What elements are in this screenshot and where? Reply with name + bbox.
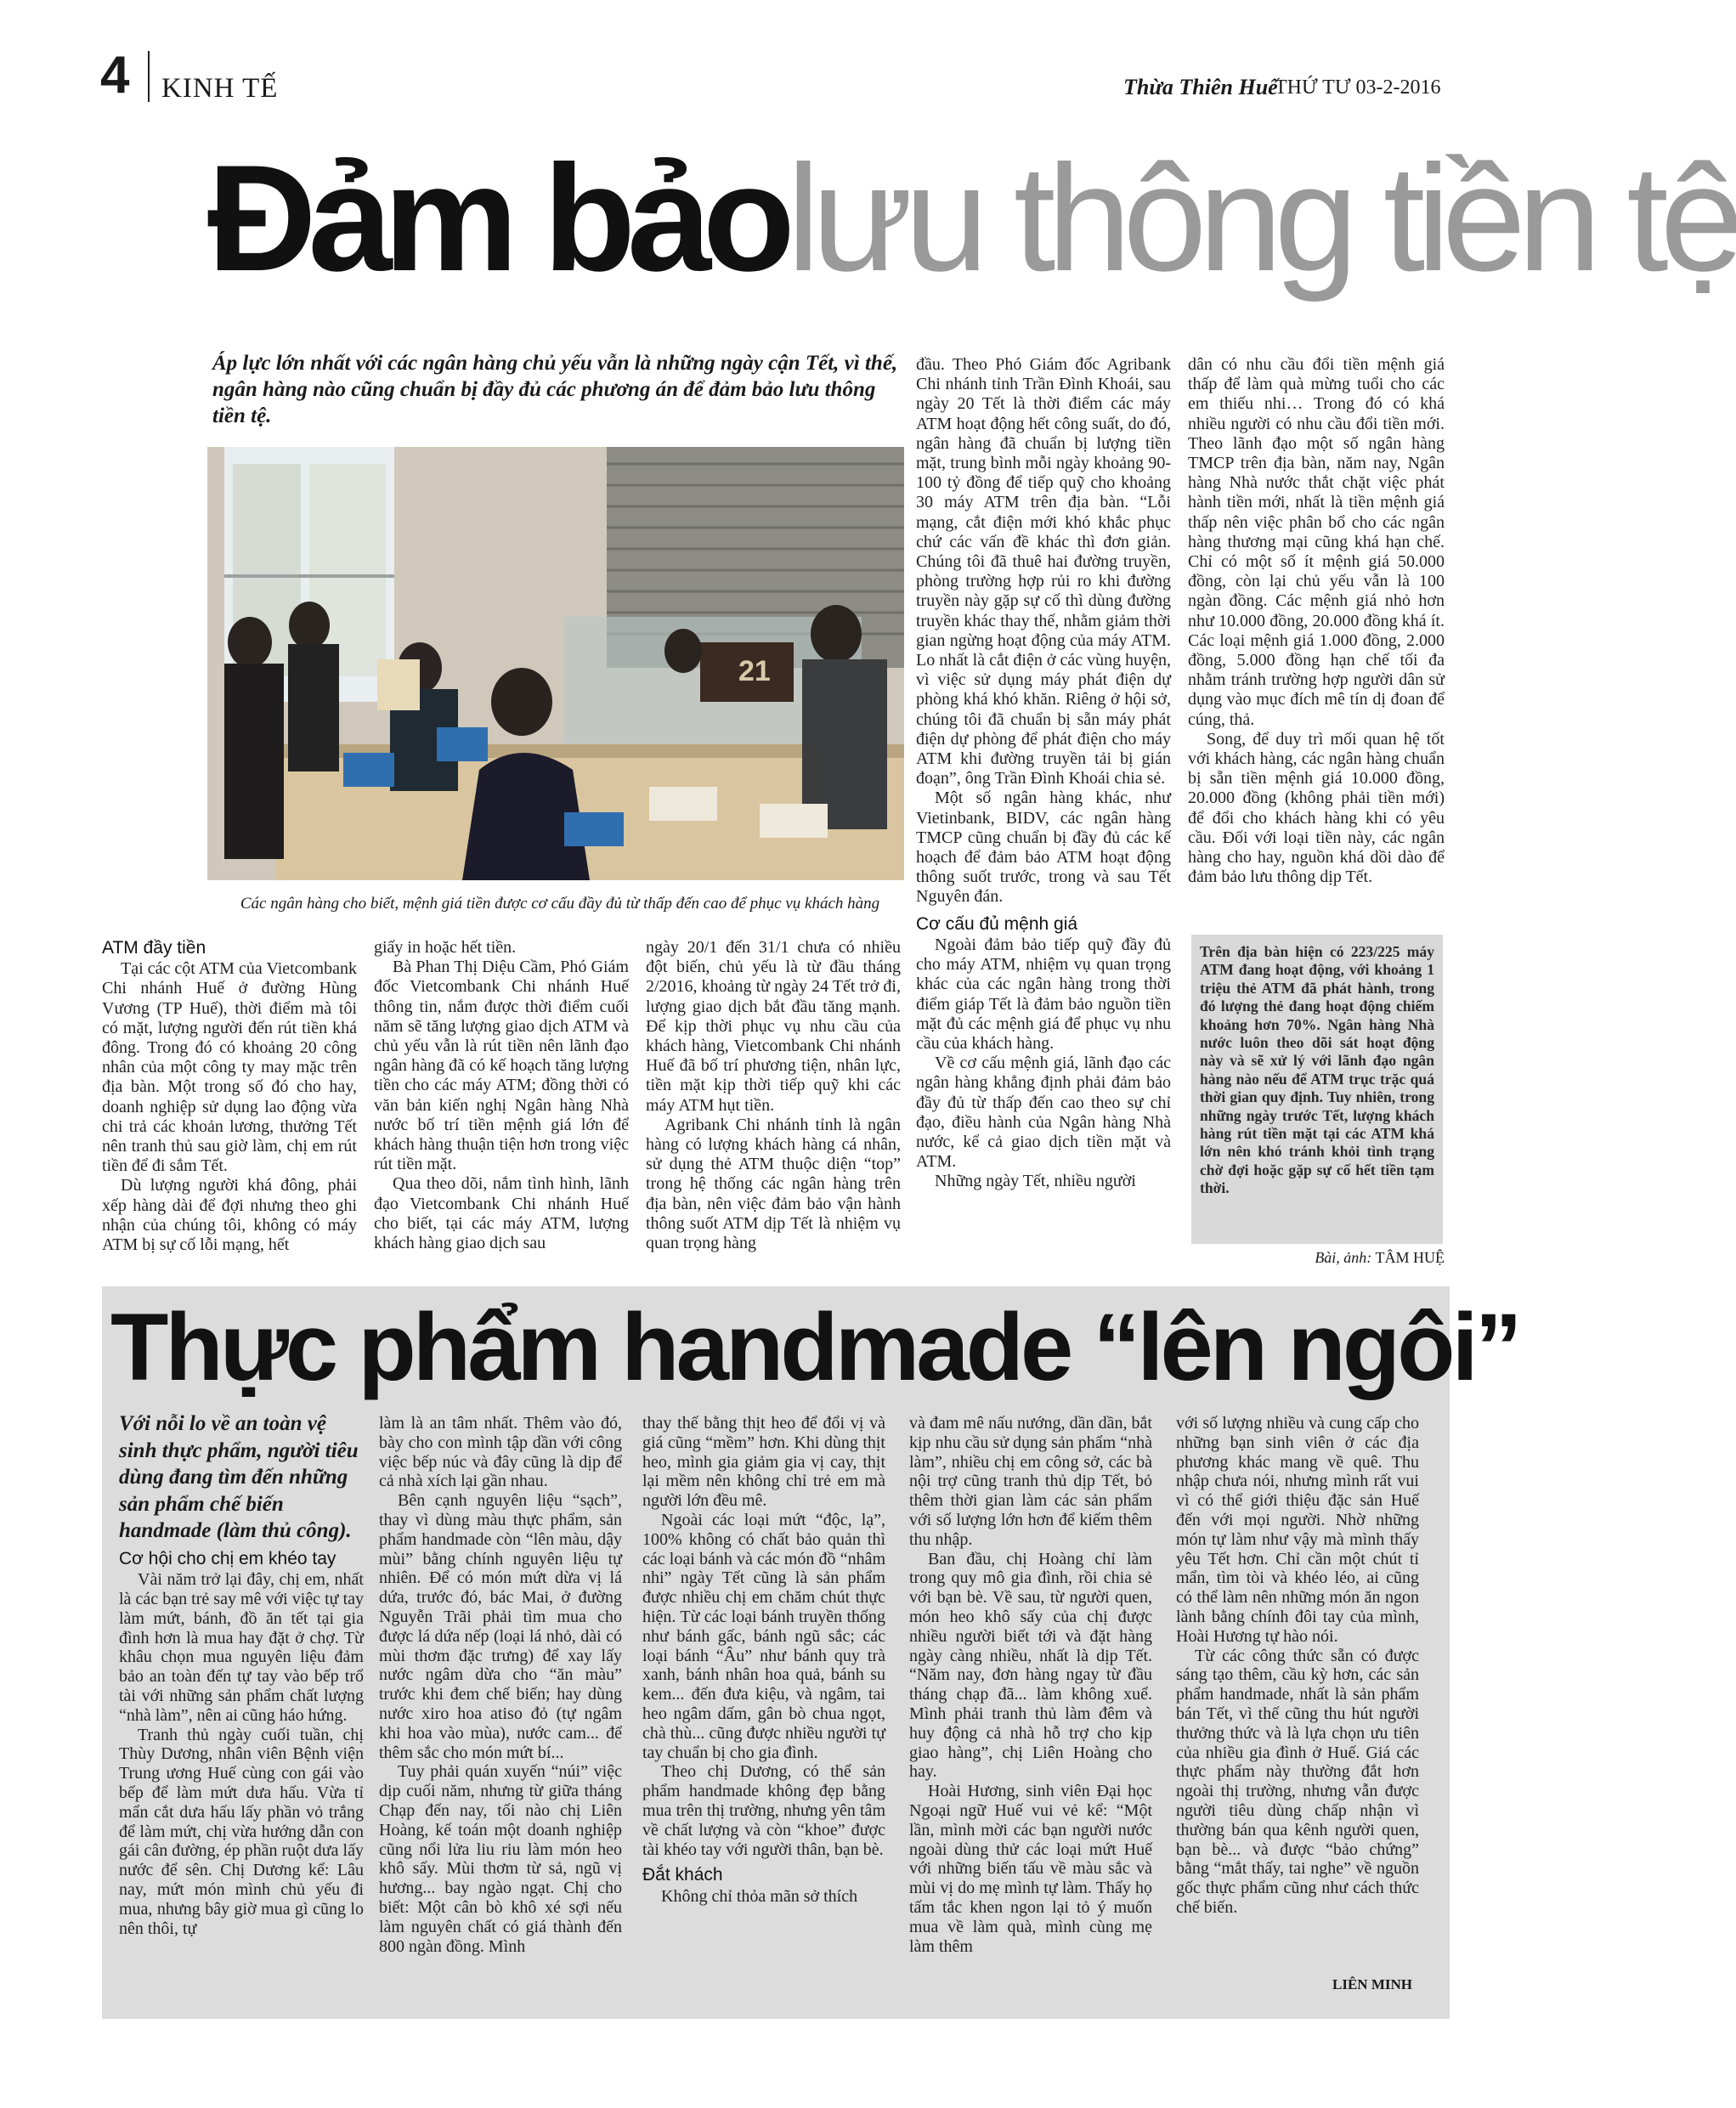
paragraph: Vài năm trở lại đây, chị em, nhất là các bạn trẻ say mê với việc tự tay làm mứt, bánh, đồ ăn tết tại gia đình hơn là mua hay đặt ở chợ. Từ khâu chọn mua nguyên liệu đảm bảo an toàn đến tự tay vào bếp trổ tài với những sản phẩm chất lượng “nhà làm”, nên ai cũng háo hứng. (119, 1570, 364, 1725)
section-name: KINH TẾ (161, 73, 279, 104)
paragraph: Tuy phải quán xuyến “núi” việc dịp cuối năm, nhưng từ giữa tháng Chạp đến nay, tối nào chị Liên Hoàng, kế toán một doanh nghiệp cũng nổi lửa liu riu làm món heo khô sấy. Mùi thơm từ sả, ngũ vị hương... bay ngào ngạt. Chị cho biết: Một cân bò khô xé sợi nếu làm nguyên chất có giá thành đến 800 ngàn đồng. Mình (379, 1762, 622, 1956)
article2-column-5 (1176, 1414, 1419, 1918)
paragraph: Agribank Chi nhánh tỉnh là ngân hàng có lượng khách hàng cá nhân, sử dụng thẻ ATM thuộc diện “top” trong hệ thống các ngân hàng trên địa bàn, nên việc đảm bảo vận hành thông suốt ATM dịp Tết là nhiệm vụ quan trọng hàng (646, 1115, 901, 1253)
paragraph: Tại các cột ATM của Vietcombank Chi nhánh Huế ở đường Hùng Vương (TP Huế), thời điểm mà tôi có mặt, lượng người đến rút tiền khá đông. Trong đó có khoảng 20 công nhân của một công ty may mặc trên địa bàn. Một trong số đó cho hay, doanh nghiệp sử dụng lao động vừa chi trả các khoản lương, thưởng Tết nên tranh thủ sau giờ làm, chị em rút tiền để đi sắm Tết. (102, 959, 357, 1176)
paragraph: Song, để duy trì mối quan hệ tốt với khách hàng, các ngân hàng chuẩn bị sẵn tiền mệnh giá 10.000 đồng, 20.000 đồng (không phải tiền mới) để đổi cho khách hàng khi có yêu cầu. Đối với loại tiền này, các ngân hàng cho hay, nguồn khá dồi dào để đảm bảo lưu thông dịp Tết. (1188, 729, 1445, 887)
paragraph: Một số ngân hàng khác, như Vietinbank, BIDV, các ngân hàng TMCP cũng chuẩn bị đầy đủ các kế hoạch để đảm bảo ATM hoạt động thông suốt trước, trong và sau Tết Nguyên đán. (916, 788, 1171, 907)
headline-dark-part: Đảm bảo (207, 133, 787, 302)
info-box-text: Trên địa bàn hiện có 223/225 máy ATM đang hoạt động, với khoảng 1 triệu thẻ ATM đã phát hành, trong đó lượng thẻ đang hoạt động chiếm khoảng hơn 70%. Ngân hàng Nhà nước luôn theo dõi sát hoạt động này và sẽ xử lý với lãnh đạo ngân hàng nào nếu để ATM trục trặc quá thời gian quy định. Tuy nhiên, trong những ngày trước Tết, lượng khách hàng rút tiền mặt tại các ATM khá lớn nên khó tránh khỏi tình trạng chờ đợi hoặc gặp sự cố hết tiền tạm thời. (1200, 943, 1434, 1197)
photo-counter-sign: 21 (738, 655, 771, 687)
paragraph: Hoài Hương, sinh viên Đại học Ngoại ngữ Huế vui vẻ kể: “Một lần, mình mời các bạn người nước ngoài dùng thử các loại mứt Huế với những biến tấu về màu sắc và mùi vị do mẹ mình tự làm. Thấy họ tấm tắc khen ngon lại tỏ ý muốn mua về làm quà, mình cùng mẹ làm thêm (909, 1782, 1152, 1956)
paragraph: Bên cạnh nguyên liệu “sạch”, thay vì dùng màu thực phẩm, sản phẩm handmade còn “lên màu, dậy mùi” bằng chính nguyên liệu tự nhiên. Để có món mứt dừa vị lá dứa, trước đó, bác Mai, ở đường Nguyễn Trãi phải tìm mua cho được lá dứa nếp (loại lá nhỏ, dài có mùi thơm đặc trưng) để xay lấy nước ngâm dừa cho “ăn màu” trước khi đem chế biến; hay dùng nước xiro hoa atiso đỏ (tự ngâm khi hoa vào mùa), nước cam... để thêm sắc cho món mứt bí... (379, 1491, 622, 1762)
publication-name: Thừa Thiên Huế (1123, 75, 1278, 99)
subheading-opportunity: Cơ hội cho chị em khéo tay (119, 1548, 336, 1568)
headline-light-part: lưu thông tiền tệ (786, 133, 1736, 302)
paragraph: đầu. Theo Phó Giám đốc Agribank Chi nhánh tỉnh Trần Đình Khoái, sau ngày 20 Tết là thời điểm các máy ATM hoạt động hết công suất, do đó, ngân hàng đã chuẩn bị lượng tiền mặt, trung bình mỗi ngày khoảng 90-100 tỷ đồng để tiếp quỹ cho khoảng 30 máy ATM trên địa bàn. “Lỗi mạng, cắt điện mới khó khắc phục chứ các vấn đề khác thì đơn giản. Chúng tôi đã thuê hai đường truyền, phòng trường hợp rủi ro khi đường truyền này gặp sự cố thì dùng đường truyền khác thay thế, nhằm giảm thời gian ngừng hoạt động của máy ATM. Lo nhất là cắt điện ở các vùng huyện, vì việc sử dụng máy phát điện dự phòng khá khó khăn. Riêng ở hội sở, chúng tôi đã chuẩn bị sẵn máy phát điện dự phòng để phát điện cho máy ATM khi đường truyền tải bị gián đoạn”, ông Trần Đình Khoái chia sẻ. (916, 355, 1171, 788)
paragraph: Ngoài đảm bảo tiếp quỹ đầy đủ cho máy ATM, nhiệm vụ quan trọng khác của các ngân hàng trong thời điểm giáp Tết là đảm bảo nguồn tiền mặt đủ các mệnh giá để phục vụ nhu cầu của khách hàng. (916, 935, 1171, 1053)
article2-column-2 (379, 1414, 622, 1956)
paragraph: làm là an tâm nhất. Thêm vào đó, bày cho con mình tập dần với công việc bếp núc và đây cũng là dịp để cả nhà xích lại gần nhau. (379, 1414, 622, 1491)
paragraph: Về cơ cấu mệnh giá, lãnh đạo các ngân hàng khẳng định phải đảm bảo đầy đủ từ thấp đến cao theo sự chỉ đạo, điều hành của Ngân hàng Nhà nước, kể cả giao dịch tiền mặt và ATM. (916, 1054, 1171, 1172)
article2-column-4 (909, 1414, 1152, 1956)
article1-headline (207, 133, 1736, 302)
paragraph: Bà Phan Thị Diệu Cầm, Phó Giám đốc Vietcombank Chi nhánh Huế thông tin, nắm được thời điểm cuối năm sẽ tăng lượng giao dịch ATM và chủ yếu vẫn là rút tiền nên lãnh đạo ngân hàng đã có kế hoạch tăng lượng tiền cho các máy ATM; đồng thời có văn bản kiến nghị Ngân hàng Nhà nước bố trí tiền mệnh giá lớn để khách hàng thuận tiện hơn trong việc rút tiền mặt. (374, 958, 629, 1174)
paragraph: Từ các công thức sẵn có được sáng tạo thêm, cầu kỳ hơn, các sản phẩm handmade, nhất là sản phẩm bán Tết, vì thế cũng thu hút người thưởng thức và là lựa chọn ưu tiên của nhiều gia đình ở Huế. Giá các thực phẩm này thường đắt hơn ngoài thị trường, nhưng vẫn được người tiêu dùng chấp nhận vì thường bán qua kênh người quen, bạn bè... và được “bảo chứng” bằng “mắt thấy, tai nghe” về nguồn gốc thực phẩm cũng như cách thức chế biến. (1176, 1646, 1419, 1917)
subheading-popular: Đắt khách (642, 1865, 723, 1885)
paragraph: giấy in hoặc hết tiền. (374, 938, 517, 957)
article2-lead: Với nỗi lo về an toàn vệ sinh thực phẩm, người tiêu dùng đang tìm đến những sản phẩm chế biến handmade (làm thủ công). (119, 1412, 359, 1542)
article2-byline: LIÊN MINH (1332, 1976, 1412, 1992)
subheading-atm: ATM đầy tiền (102, 938, 206, 958)
article2-headline: Thực phẩm handmade “lên ngôi” (110, 1294, 1519, 1400)
photo-caption: Các ngân hàng cho biết, mệnh giá tiền được cơ cấu đầy đủ từ thấp đến cao để phục vụ khách hàng (240, 895, 880, 913)
paragraph: Ngoài các loại mứt “độc, lạ”, 100% không có chất bảo quản thì các loại bánh và các món đồ “nhâm nhi” ngày Tết cũng là sản phẩm được nhiều chị em chăm chút thực hiện. Từ các loại bánh truyền thống như bánh gấc, bánh ngũ sắc; các loại bánh “Âu” như bánh quy trà xanh, bánh nhân hoa quả, bánh su kem... đến đưa kiệu, và ngâm, tai heo ngâm dấm, gân bò chua ngọt, chà thù... cũng được nhiều người tự tay chuẩn bị cho gia đình. (642, 1510, 885, 1762)
article1-column-5 (1188, 355, 1445, 887)
paragraph: với số lượng nhiều và cung cấp cho những bạn sinh viên ở các địa phương khác mang về quê. Thu nhập chưa nói, nhưng mình rất vui vì có thể giới thiệu đặc sản Huế đến với mọi người. Nhờ những món tự làm như vậy mà mình thấy yêu Tết hơn. Chỉ cần một chút tỉ mẩn, tìm tòi và khéo léo, ai cũng có thể làm nên những món ăn ngon lành bằng chính đôi tay của mình, Hoài Hương tự hào nói. (1176, 1414, 1419, 1646)
paragraph: Những ngày Tết, nhiều người (935, 1172, 1136, 1191)
issue-date: THỨ TƯ 03-2-2016 (1275, 76, 1441, 99)
byline-author: TÂM HUỆ (1375, 1249, 1445, 1266)
header-divider (148, 51, 150, 102)
article1-column-3 (646, 938, 901, 1253)
paragraph: dân có nhu cầu đổi tiền mệnh giá thấp để làm quà mừng tuổi cho các em thiếu nhi… Trong đó có khá nhiều người có nhu cầu đổi tiền mới. Theo lãnh đạo một số ngân hàng TMCP trên địa bàn, năm nay, Ngân hàng Nhà nước thắt chặt việc phát hành tiền mới, nhất là tiền mệnh giá thấp nên việc phân bổ cho các ngân hàng thương mại cũng khá hạn chế. Chỉ có một số ít mệnh giá 50.000 đồng, còn lại chủ yếu vẫn là 100 ngàn đồng. Các mệnh giá nhỏ hơn như 10.000 đồng, 20.000 đồng khá ít. Các loại mệnh giá 1.000 đồng, 2.000 đồng, 5.000 đồng hạn chế tối đa nhằm tránh trường hợp người dân sử dụng vào mục đích mê tín dị đoan để cúng, thả. (1188, 355, 1445, 729)
article1-photo (207, 447, 904, 880)
article2-column-1 (119, 1410, 364, 1938)
paragraph: Theo chị Dương, có thể sản phẩm handmade không đẹp bằng mua trên thị trường, nhưng yên tâm về chất lượng và còn “khoe” được tài khéo tay với người thân, bạn bè. (642, 1762, 885, 1859)
paragraph: thay thế bằng thịt heo để đổi vị và giá cũng “mềm” hơn. Khi dùng thịt heo, mình gia giảm gia vị cay, thịt lại mềm nên không chỉ trẻ em mà người lớn đều mê. (642, 1414, 885, 1511)
byline-label: Bài, ảnh: (1315, 1249, 1372, 1266)
subheading-denomination: Cơ cấu đủ mệnh giá (916, 913, 1078, 934)
article1-column-4 (916, 355, 1171, 1192)
article1-lead: Áp lực lớn nhất với các ngân hàng chủ yếu vẫn là những ngày cận Tết, vì thế, ngân hàng nào cũng chuẩn bị đầy đủ các phương án để đảm bảo lưu thông tiền tệ. (212, 352, 898, 427)
article1-byline (1207, 1249, 1445, 1267)
page-number: 4 (100, 46, 130, 105)
paragraph: Dù lượng người khá đông, phải xếp hàng dài để đợi nhưng theo ghi nhận của chúng tôi, không có máy ATM bị sự cố lỗi mạng, hết (102, 1176, 357, 1255)
article2-column-3 (642, 1414, 885, 1907)
article1-column-2 (374, 938, 629, 1253)
paragraph: Ban đầu, chị Hoàng chỉ làm trong quy mô gia đình, rồi chia sẻ với bạn bè. Về sau, từ người quen, món heo khô sấy của chị được nhiều người biết tới và đặt hàng ngày càng nhiều, nhất là dịp Tết. “Năm nay, đơn hàng ngay từ đầu tháng chạp đã... làm không xuể. Mình phải tranh thủ làm đêm và huy động cả nhà hỗ trợ cho kịp giao hàng”, chị Liên Hoàng cho hay. (909, 1549, 1152, 1782)
paragraph: Qua theo dõi, nắm tình hình, lãnh đạo Vietcombank Chi nhánh Huế cho biết, tại các máy ATM, lượng khách hàng giao dịch sau (374, 1174, 629, 1253)
paragraph: ngày 20/1 đến 31/1 chưa có nhiều đột biến, chủ yếu là từ đầu tháng 2/2016, khoảng từ ngày 24 Tết trở đi, lượng giao dịch bắt đầu tăng mạnh. Để kịp thời phục vụ nhu cầu của khách hàng, Vietcombank Chi nhánh Huế đã bố trí phương tiện, nhân lực, tiền mặt kịp thời tiếp quỹ khi các máy ATM hụt tiền. (646, 938, 901, 1115)
paragraph: Không chỉ thỏa mãn sở thích (661, 1887, 858, 1907)
article1-column-1 (102, 936, 357, 1255)
paragraph: và đam mê nấu nướng, dần dần, bắt kịp nhu cầu sử dụng sản phẩm “nhà làm”, nhiều chị em công sở, các bà nội trợ cũng tranh thủ dịp Tết, bỏ thêm thời gian làm các sản phẩm với số lượng lớn hơn để kiếm thêm thu nhập. (909, 1414, 1152, 1549)
paragraph: Tranh thủ ngày cuối tuần, chị Thùy Dương, nhân viên Bệnh viện Trung ương Huế cùng con gái vào bếp để làm mứt dưa hấu. Vừa tỉ mẩn cắt dưa hấu lấy phần vỏ trắng để làm mứt, chị vừa hướng dẫn con gái cân đường, ép phần ruột dưa lấy nước để sên. Chị Dương kể: Lâu nay, mứt món mình chủ yếu đi mua, nhưng bây giờ mua gì cũng lo nên thôi, tự (119, 1725, 364, 1938)
